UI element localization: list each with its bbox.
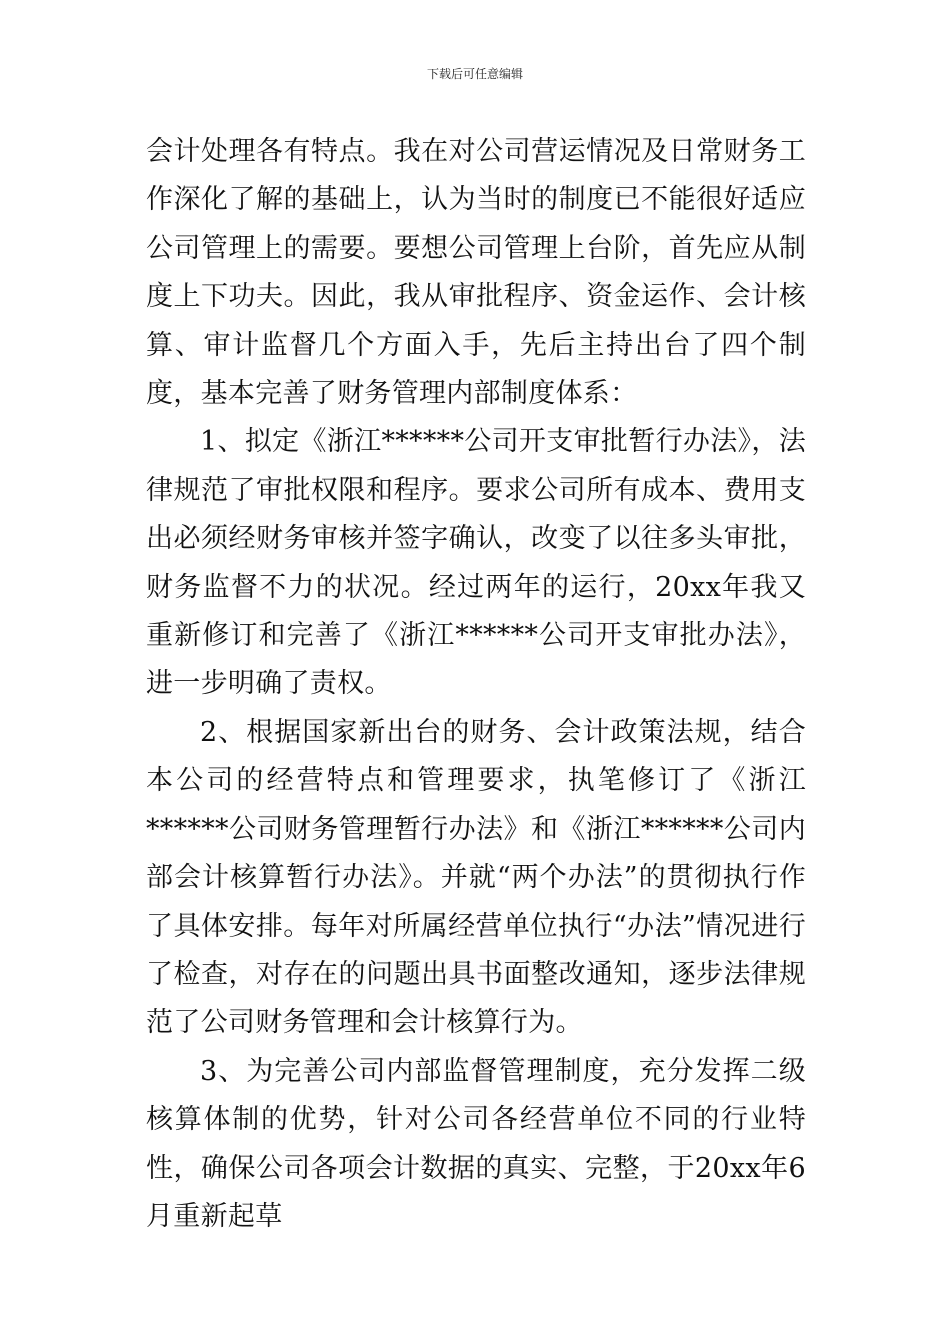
header-note: 下载后可任意编辑 (426, 67, 523, 81)
paragraph-item-1: 1、拟定《浙江******公司开支审批暂行办法》，法律规范了审批权限和程序。要求公司所有成本、费用支出必须经财务审核并签字确认，改变了以往多头审批，财务监督不力的状况。经过两年的运行，20xx年我又重新修订和完善了《浙江******公司开支审批办法》，进一步明确了责权。 (146, 426, 806, 700)
paragraph-item-3: 3、为完善公司内部监督管理制度，充分发挥二级核算体制的优势，针对公司各经营单位不同的行业特性，确保公司各项会计数据的真实、完整，于20xx年6月重新起草 (146, 1055, 806, 1232)
paragraph-intro: 会计处理各有特点。我在对公司营运情况及日常财务工作深化了解的基础上，认为当时的制度已不能很好适应公司管理上的需要。要想公司管理上台阶，首先应从制度上下功夫。因此，我从审批程序、资金运作、会计核算、审计监督几个方面入手，先后主持出台了四个制度，基本完善了财务管理内部制度体系： (146, 136, 806, 410)
document-body (146, 128, 806, 1241)
paragraph-item-2: 2、根据国家新出台的财务、会计政策法规，结合本公司的经营特点和管理要求，执笔修订了《浙江******公司财务管理暂行办法》和《浙江******公司内部会计核算暂行办法》。并就“两个办法”的贯彻执行作了具体安排。每年对所属经营单位执行“办法”情况进行了检查，对存在的问题出具书面整改通知，逐步法律规范了公司财务管理和会计核算行为。 (146, 716, 806, 1039)
